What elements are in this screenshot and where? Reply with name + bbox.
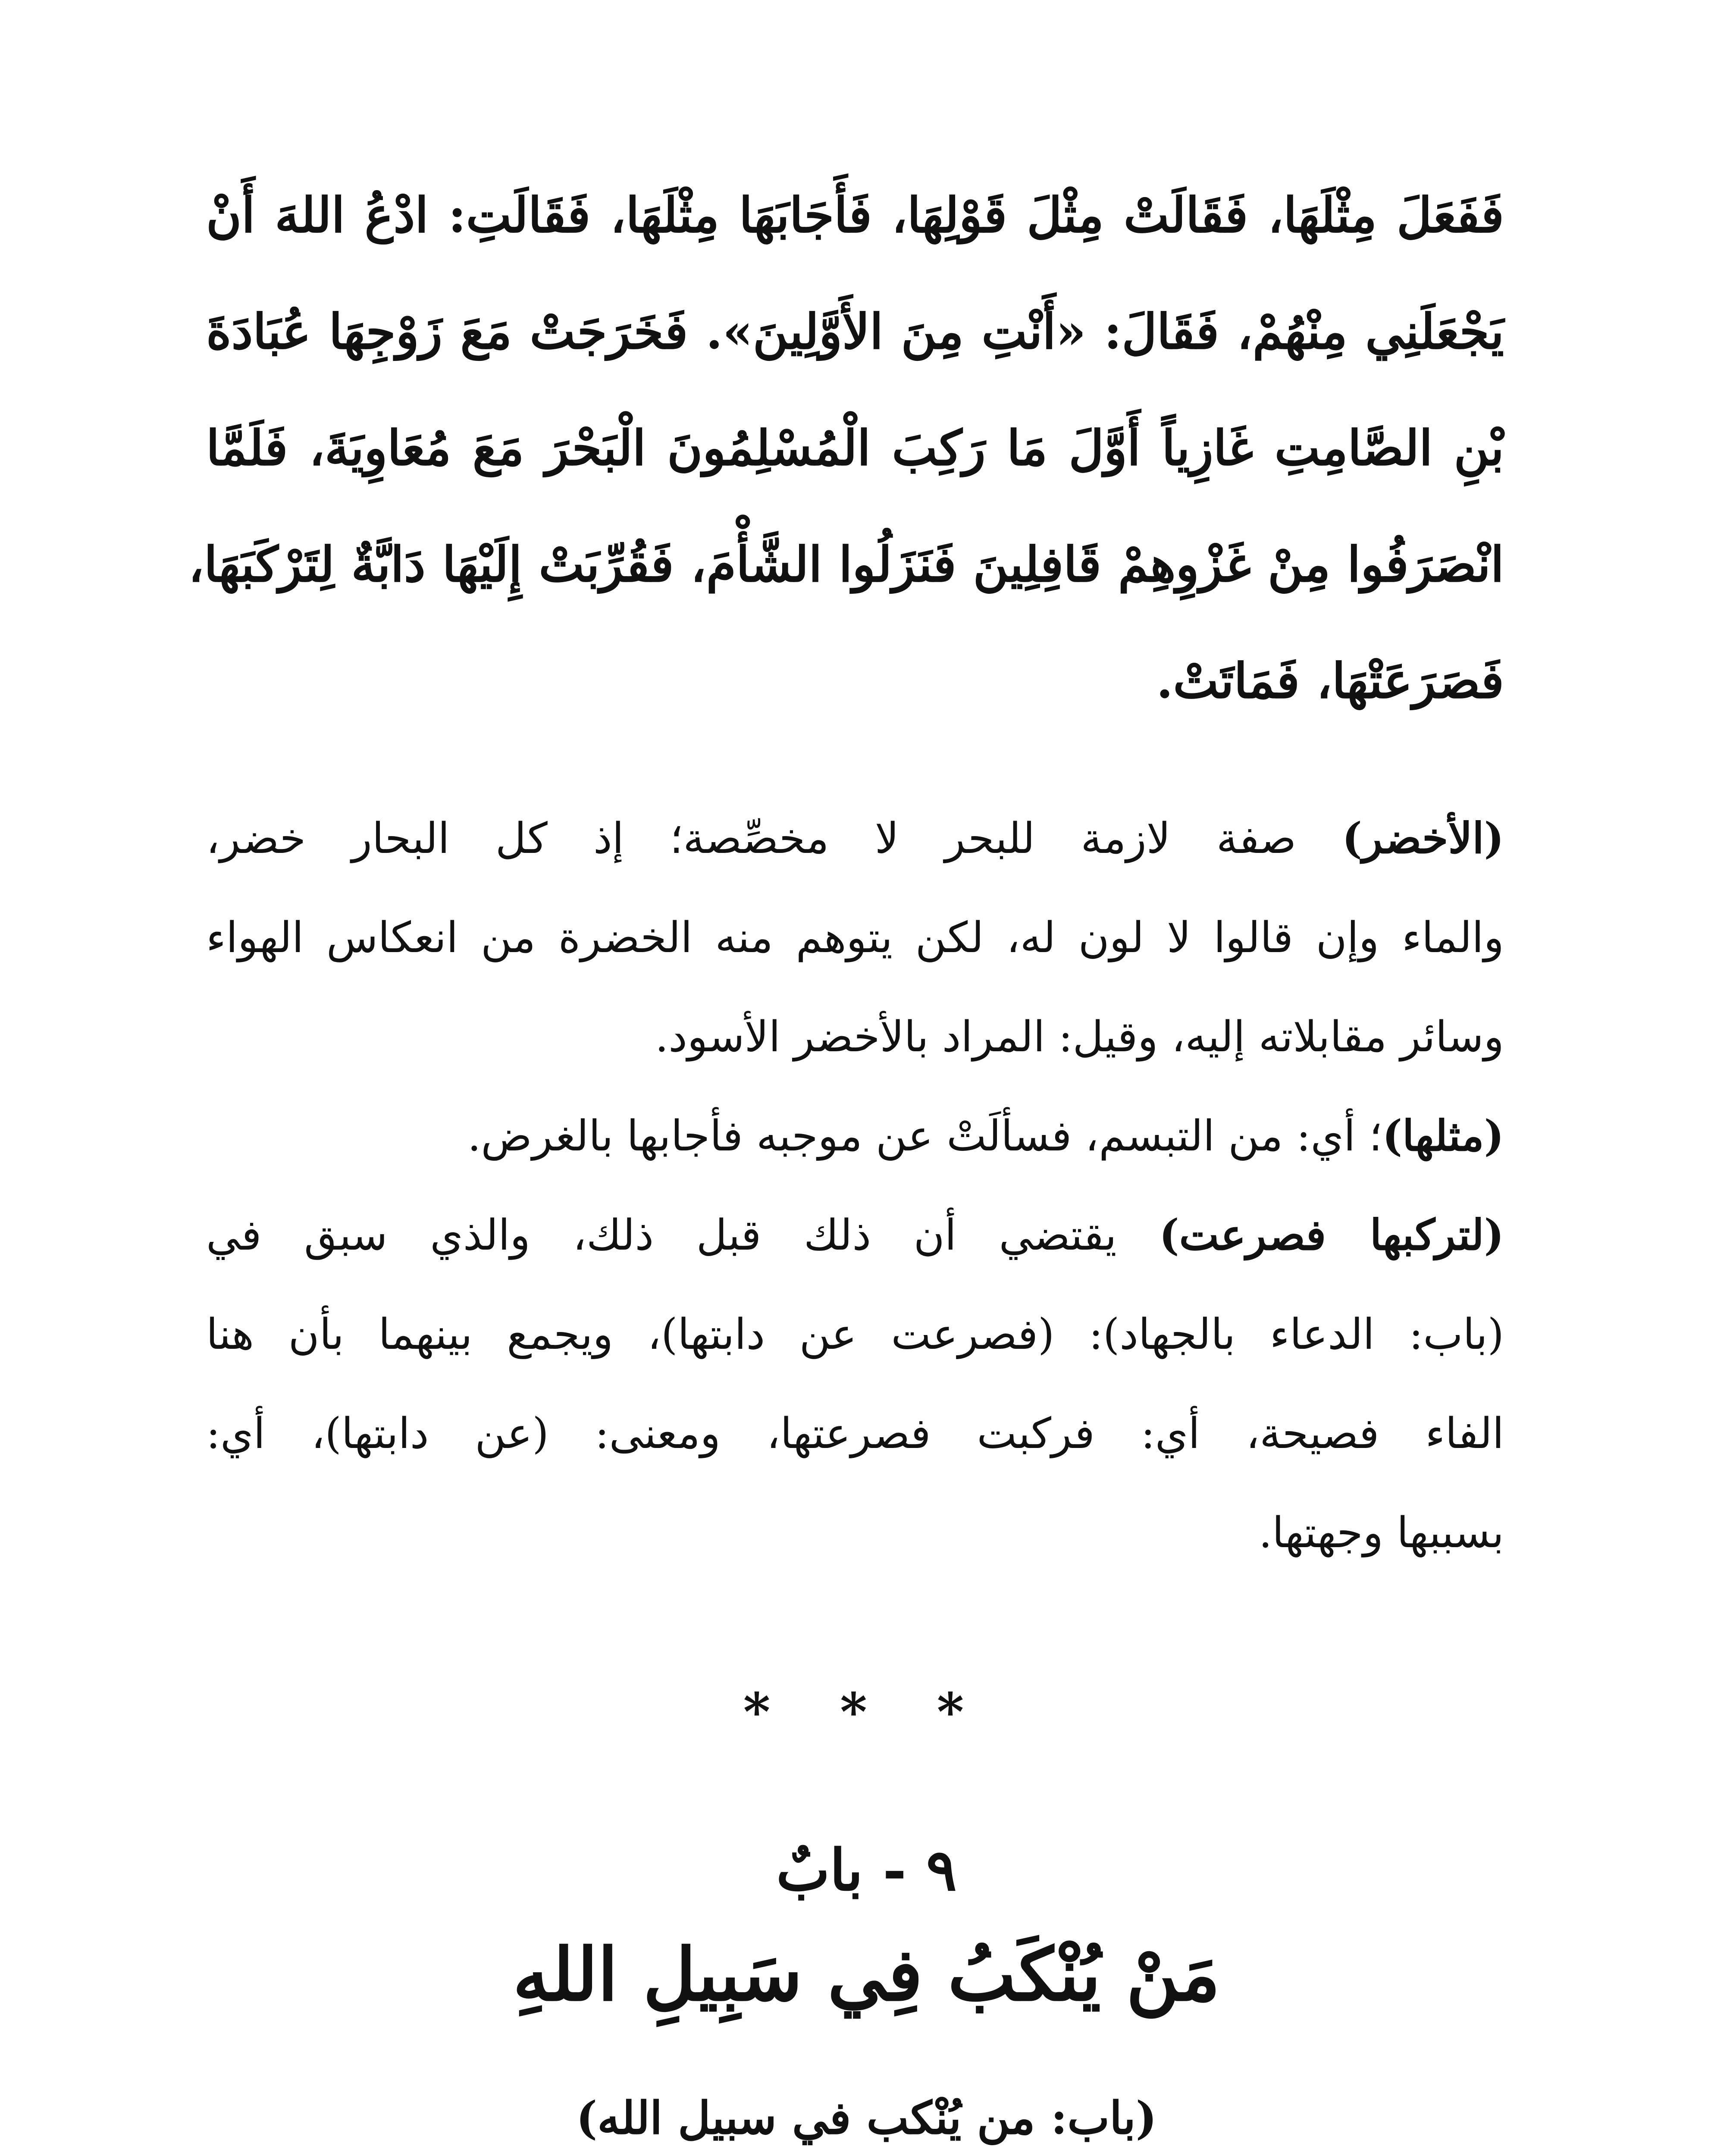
- commentary-line: [206, 1203, 1504, 1268]
- commentary-text: يقتضي أن ذلك قبل ذلك، والذي سبق في: [206, 1211, 1160, 1260]
- section-separator: * * *: [743, 1682, 990, 1742]
- commentary-line: [206, 1302, 1504, 1367]
- commentary-line: [206, 1501, 1504, 1565]
- chapter-subtitle: (باب: من يُنْكب في سبيل الله): [576, 2091, 1157, 2144]
- commentary-text: والماء وإن قالوا لا لون له، لكن يتوهم منه الخضرة من انعكاس الهواء: [206, 913, 1504, 962]
- commentary-text: الفاء فصيحة، أي: فركبت فصرعتها، ومعنى: (عن دابتها)، أي:: [206, 1409, 1504, 1458]
- hadith-line: بْنِ الصَّامِتِ غَازِياً أَوَّلَ مَا رَكِبَ الْمُسْلِمُونَ الْبَحْرَ مَعَ مُعَاوِيَةَ، فَلَمَّا: [206, 420, 1504, 476]
- commentary-line: [206, 1401, 1504, 1466]
- hadith-line: يَجْعَلَنِي مِنْهُمْ، فَقَالَ: «أَنْتِ مِنَ الأَوَّلِينَ». فَخَرَجَتْ مَعَ زَوْجِهَا عُبَادَةَ: [206, 304, 1504, 360]
- hadith-line: انْصَرَفُوا مِنْ غَزْوِهِمْ قَافِلِينَ فَنَزَلُوا الشَّأْمَ، فَقُرِّبَتْ إِلَيْهَا دَابَّةٌ لِتَرْكَبَهَا،: [188, 536, 1504, 593]
- hadith-line: فَصَرَعَتْهَا، فَمَاتَتْ.: [1156, 653, 1504, 709]
- commentary-line: [206, 906, 1504, 970]
- commentary-term: (الأخضر): [1342, 814, 1504, 863]
- hadith-line: فَفَعَلَ مِثْلَهَا، فَقَالَتْ مِثْلَ قَوْلِهَا، فَأَجَابَهَا مِثْلَهَا، فَقَالَتِ: ادْعُ اللهَ أَنْ: [206, 187, 1504, 244]
- chapter-title: مَنْ يُنْكَبُ فِي سَبِيلِ اللهِ: [513, 1932, 1220, 2017]
- commentary-line: [206, 806, 1504, 871]
- commentary-text: وسائر مقابلاته إليه، وقيل: المراد بالأخضر الأسود.: [655, 1012, 1504, 1062]
- commentary-line: [206, 1005, 1504, 1069]
- commentary-text: بسببها وجهتها.: [1259, 1508, 1504, 1557]
- commentary: [206, 806, 1504, 1626]
- commentary-term: (مثلها): [1382, 1111, 1504, 1161]
- commentary-line: [206, 1104, 1504, 1169]
- hadith-text: [188, 181, 1504, 742]
- commentary-text: ؛ أي: من التبسم، فسألَتْ عن موجبه فأجابها بالغرض.: [467, 1112, 1382, 1161]
- commentary-text: (باب: الدعاء بالجهاد): (فصرعت عن دابتها)، ويجمع بينهما بأن هنا: [206, 1310, 1504, 1359]
- commentary-term: (لتركبها فصرعت): [1159, 1210, 1504, 1260]
- chapter-number: ٩ - بابٌ: [776, 1837, 957, 1904]
- commentary-text: صفة لازمة للبحر لا مخصِّصة؛ إذ كل البحار خضر،: [206, 814, 1342, 863]
